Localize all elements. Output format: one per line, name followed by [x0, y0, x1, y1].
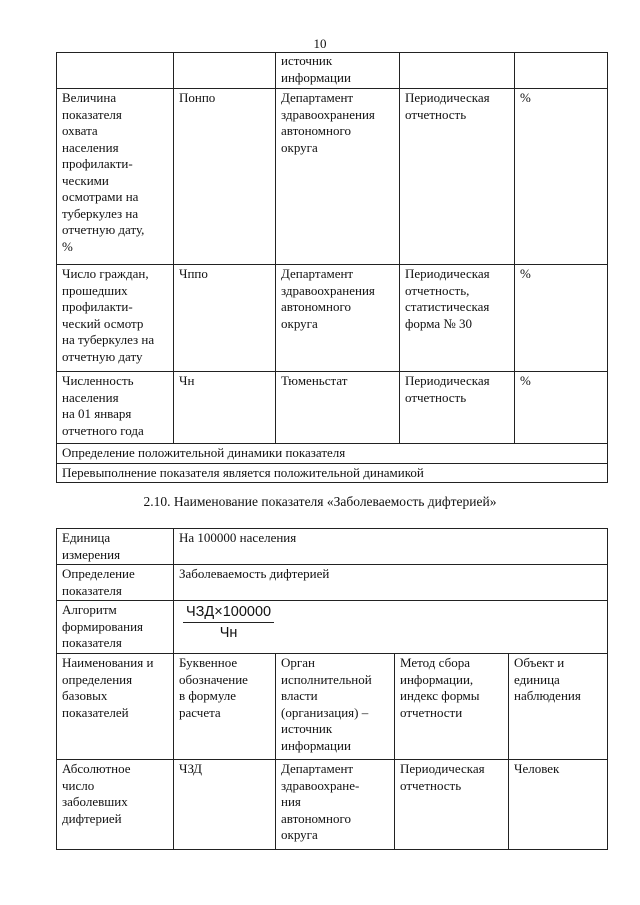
cell-line: здравоохранения	[281, 282, 375, 298]
cell-line: отчетность	[405, 106, 467, 122]
cell-line: Департамент	[281, 90, 354, 105]
cell-line: округа	[281, 315, 318, 331]
cell-line: расчета	[179, 704, 221, 720]
cell-line: на туберкулез на	[62, 332, 155, 347]
formula-numerator: ЧЗД×100000	[183, 604, 274, 623]
source-cell	[276, 372, 400, 444]
indicator-name-cell	[57, 760, 174, 850]
cell-line: показателя	[62, 635, 122, 650]
cell-line: автономного	[281, 123, 351, 138]
cell-line: туберкулез на	[62, 205, 139, 221]
cell-line: наблюдения	[514, 688, 581, 703]
section-heading: 2.10. Наименование показателя «Заболеваемость дифтерией»	[143, 494, 497, 509]
cell-line: охвата	[62, 123, 98, 138]
cell-line: населения	[62, 139, 119, 155]
cell-line: ния	[281, 794, 301, 809]
cell-line: обозначение	[179, 671, 248, 687]
cell-line: профилакти-	[62, 299, 133, 314]
table-cell	[515, 53, 608, 89]
cell-line: округа	[281, 827, 318, 842]
table-row	[57, 372, 608, 444]
definition-value-cell: Перевыполнение показателя является положительной динамикой	[57, 463, 608, 483]
cell-line: отчетность	[405, 389, 467, 405]
cell-line: базовых	[62, 688, 108, 703]
cell-line: на 01 января	[62, 406, 132, 421]
cell-line: измерения	[62, 546, 121, 562]
header-cell	[57, 654, 174, 760]
cell-line: власти	[281, 688, 318, 703]
cell-line: показателя	[62, 582, 122, 598]
indicator-name-cell	[57, 89, 174, 265]
cell-line: информации,	[400, 671, 474, 687]
cell-line: здравоохранения	[281, 106, 375, 122]
cell-line: здравоохране-	[281, 777, 360, 793]
method-cell	[395, 760, 509, 850]
definition-value-cell: Заболеваемость дифтерией	[174, 565, 608, 601]
table-row	[57, 565, 608, 601]
cell-line: Величина	[62, 90, 117, 105]
table-row	[57, 89, 608, 265]
source-cell	[276, 265, 400, 372]
header-cell	[395, 654, 509, 760]
cell-line: определения	[62, 671, 133, 687]
cell-line: источник	[281, 53, 333, 68]
cell-line: статистическая	[405, 299, 490, 314]
cell-line: Периодическая	[405, 266, 490, 281]
cell-line: Орган	[281, 655, 315, 670]
algorithm-label-cell	[57, 601, 174, 654]
table-cell	[57, 53, 174, 89]
cell-line: ческими	[62, 172, 109, 188]
cell-line: ческий осмотр	[62, 315, 144, 331]
cell-line: Наименования и	[62, 655, 154, 670]
cell-line: %	[62, 238, 73, 254]
cell-line: заболевших	[62, 794, 128, 809]
cell-line: Число граждан,	[62, 266, 149, 281]
page-number: 10	[313, 36, 327, 51]
cell-line: Периодическая	[405, 373, 490, 388]
cell-line: в формуле	[179, 688, 237, 703]
cell-line: индекс формы	[400, 688, 480, 703]
symbol-cell: Понпо	[174, 89, 276, 265]
cell-line: показателя	[62, 106, 122, 122]
cell-line: Департамент	[281, 266, 354, 281]
table-row	[57, 53, 608, 89]
table-row	[57, 265, 608, 372]
table-cell	[276, 53, 400, 89]
header-cell	[174, 654, 276, 760]
symbol-cell: Чн	[174, 372, 276, 444]
cell-line: Департамент	[281, 761, 354, 776]
indicator-name-cell	[57, 265, 174, 372]
cell-line: осмотрами на	[62, 189, 139, 204]
source-cell	[276, 760, 395, 850]
cell-line: профилакти-	[62, 156, 133, 171]
symbol-cell: ЧЗД	[174, 760, 276, 850]
symbol-cell: Чппо	[174, 265, 276, 372]
cell-line: отчетного года	[62, 422, 144, 438]
cell-line: Объект и	[514, 655, 565, 670]
cell-line: Метод сбора	[400, 655, 470, 670]
table-cell	[400, 53, 515, 89]
cell-line: Алгоритм	[62, 602, 117, 617]
cell-line: Численность	[62, 373, 134, 388]
source-cell	[276, 89, 400, 265]
indicator-passport-table	[56, 528, 608, 850]
cell-line: информации	[281, 69, 351, 85]
table-row	[57, 601, 608, 654]
cell-line: исполнительной	[281, 671, 372, 687]
indicator-name-cell	[57, 372, 174, 444]
cell-line: Абсолютное	[62, 761, 131, 776]
cell-line: отчетности	[400, 704, 463, 720]
cell-line: автономного	[281, 299, 351, 314]
method-cell	[400, 372, 515, 444]
unit-cell: %	[515, 372, 608, 444]
method-cell	[400, 265, 515, 372]
cell-line: отчетность,	[405, 282, 470, 298]
unit-value-cell: На 100000 населения	[174, 529, 608, 565]
cell-line: Единица	[62, 530, 111, 545]
indicators-table-continued	[56, 52, 608, 483]
table-row	[57, 760, 608, 850]
unit-cell: Человек	[509, 760, 608, 850]
definition-label-cell	[57, 565, 174, 601]
cell-line: автономного	[281, 810, 351, 826]
cell-line: (организация) –	[281, 704, 369, 720]
table-row	[57, 463, 608, 483]
cell-line: отчетную дату,	[62, 222, 145, 237]
table-row	[57, 444, 608, 464]
cell-line: число	[62, 777, 95, 793]
cell-line: округа	[281, 139, 318, 155]
cell-line: отчетность	[400, 777, 462, 793]
cell-line: Тюменьстат	[281, 373, 348, 388]
cell-line: показателей	[62, 704, 129, 720]
unit-cell: %	[515, 89, 608, 265]
unit-label-cell	[57, 529, 174, 565]
table-header-row	[57, 654, 608, 760]
cell-line: Буквенное	[179, 655, 238, 670]
cell-line: информации	[281, 737, 351, 753]
cell-line: Периодическая	[405, 90, 490, 105]
cell-line: Определение	[62, 566, 135, 581]
header-cell	[509, 654, 608, 760]
definition-label-cell: Определение положительной динамики показателя	[57, 444, 608, 464]
cell-line: единица	[514, 671, 560, 687]
cell-line: источник	[281, 721, 333, 736]
formula-fraction	[183, 604, 274, 641]
formula-cell	[174, 601, 608, 654]
cell-line: формирования	[62, 618, 144, 634]
cell-line: отчетную дату	[62, 348, 143, 364]
cell-line: дифтерией	[62, 810, 122, 826]
table-row	[57, 529, 608, 565]
cell-line: населения	[62, 389, 119, 405]
cell-line: Периодическая	[400, 761, 485, 776]
formula-denominator: Чн	[219, 624, 238, 641]
header-cell	[276, 654, 395, 760]
cell-line: прошедших	[62, 282, 128, 298]
unit-cell: %	[515, 265, 608, 372]
method-cell	[400, 89, 515, 265]
cell-line: форма № 30	[405, 315, 473, 331]
table-cell	[174, 53, 276, 89]
